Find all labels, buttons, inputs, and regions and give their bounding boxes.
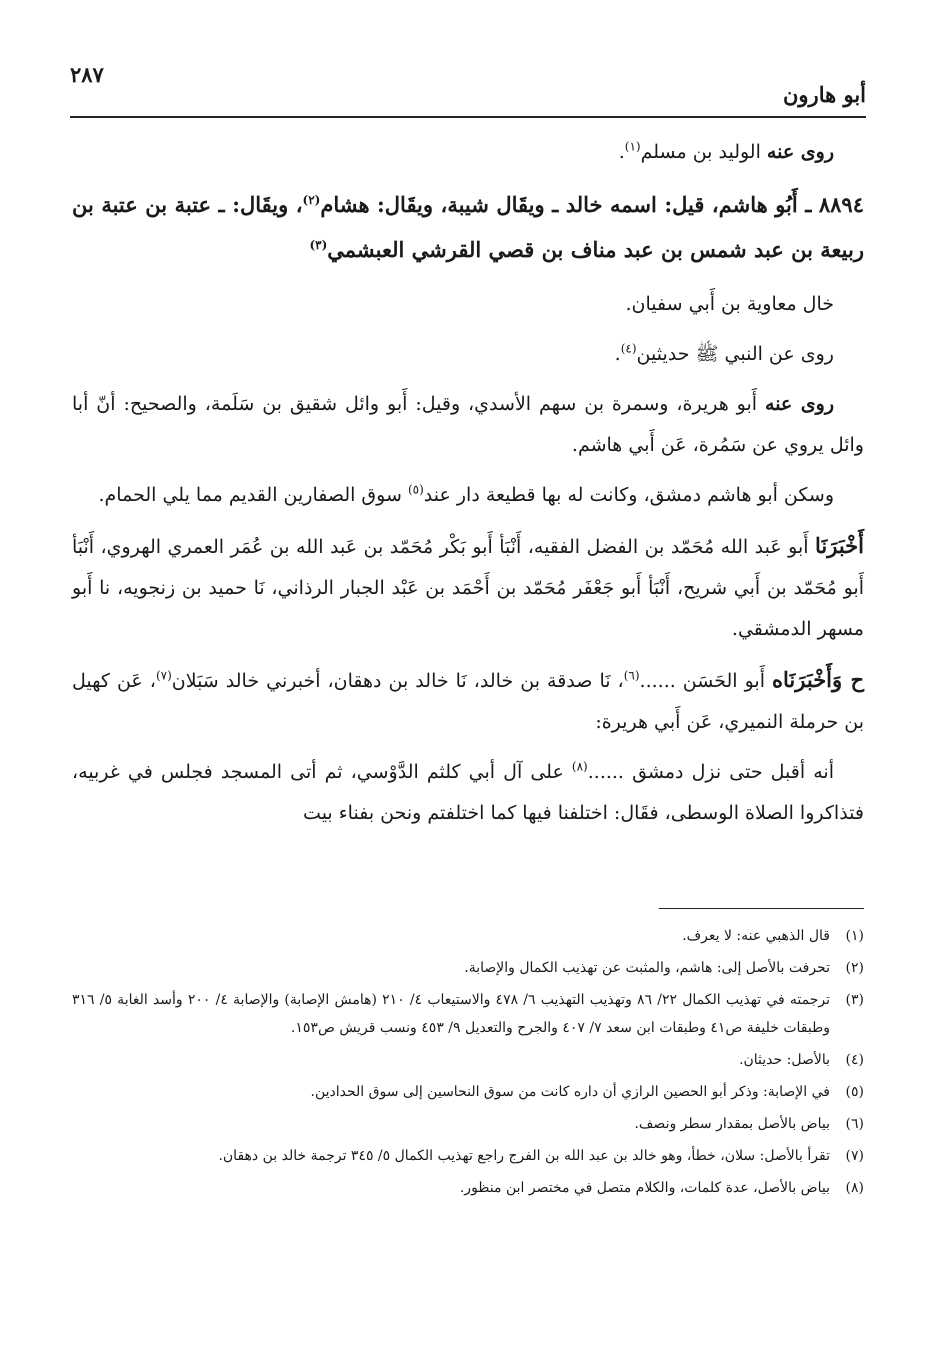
footnote-text: بالأصل: حديثان. <box>739 1052 830 1068</box>
footnote-number: (٥) <box>845 1084 864 1100</box>
footnote-ref: (١) <box>624 139 641 154</box>
paragraph-rawa-an <box>72 334 864 375</box>
footnote-text: بياض بالأصل، عدة كلمات، والكلام متصل في مختصر ابن منظور. <box>459 1180 830 1196</box>
footnote-text: تقرأ بالأصل: سلان، خطأ، وهو خالد بن عبد الله بن الفرج راجع تهذيب الكمال ٥/ ٣٤٥ ترجمة خالد بن دهقان. <box>218 1148 830 1164</box>
footnote-number: (٦) <box>845 1116 864 1132</box>
footnote-number: (٣) <box>845 992 864 1008</box>
footnote-item <box>72 1046 864 1074</box>
paragraph-text: أنه أقبل حتى نزل دمشق ...... <box>587 761 834 783</box>
paragraph-text-cont: على آل أبي كلثم الدَّوْسي، ثم أتى المسجد فجلس في غربيه، فتذاكروا الصلاة الوسطى، فقَال: اختلفنا فيها كما اختلفتم ونحن بفناء بيت <box>72 761 864 824</box>
page-header <box>70 62 866 120</box>
paragraph-hadith <box>72 752 864 834</box>
footnote-ref: (٦) <box>623 668 640 683</box>
footnote-item <box>72 954 864 982</box>
bold-lead: روى عنه <box>766 141 834 163</box>
header-rule <box>70 116 866 118</box>
paragraph-text-cont: سوق الصفارين القديم مما يلي الحمام. <box>98 484 408 506</box>
entry-heading-8894 <box>72 182 864 272</box>
footnote-item <box>72 1110 864 1138</box>
footnote-item <box>72 922 864 950</box>
footnote-item <box>72 1142 864 1170</box>
footnote-ref: (٤) <box>620 341 637 356</box>
footnote-text: قال الذهبي عنه: لا يعرف. <box>682 928 830 944</box>
paragraph-text-cont: ، نَا صدقة بن خالد، نَا خالد بن دهقان، أخبرني خالد سَبَلان <box>171 670 624 692</box>
main-text <box>72 132 864 843</box>
footnote-ref: (٧) <box>155 668 172 683</box>
paragraph-text: أَبو عَبد الله مُحَمّد بن الفضل الفقيه، أَنْبَأ أَبو بَكْر مُحَمّد بن عَبد الله بن عُمَر العمري الهروي، أَنْبَأ أَبو مُحَمّد بن أَبي شريح، أَنْبَأ أَبو جَعْفَر مُحَمّد بن أَحْمَد بن عَبْد الجبار الرذاني، نَا حميد بن زنجويه، نا أَبو مسهر الدمشقي. <box>72 536 864 640</box>
paragraph-text-cont: ، عَن كهيل بن حرملة النميري، عَن أَبي هريرة: <box>72 670 864 733</box>
paragraph-end: . <box>618 141 625 163</box>
paragraph-text: روى عن النبي ﷺ حديثين <box>636 343 834 365</box>
entry-heading-text-cont: ، ويقَال: ـ عتبة بن عتبة بن ربيعة بن عبد شمس بن عبد مناف بن قصي القرشي العبشمي <box>72 192 864 262</box>
paragraph-khal: خال معاوية بن أَبي سفيان. <box>625 293 834 315</box>
page-number: ٢٨٧ <box>70 62 104 87</box>
footnote-ref: (٢) <box>302 193 321 207</box>
footnote-text: ترجمته في تهذيب الكمال ٢٢/ ٨٦ وتهذيب التهذيب ٦/ ٤٧٨ والاستيعاب ٤/ ٢١٠ (هامش الإصابة) والإصابة ٤/ ٢٠٠ وأسد الغابة ٥/ ٣١٦ وطبقات خليفة ص٤١ وطبقات ابن سعد ٧/ ٤٠٧ والجرح والتعديل ٩/ ٤٥٣ ونسب قريش ص١٥٣. <box>72 992 830 1036</box>
footnote-number: (٢) <box>845 960 864 976</box>
footnote-number: (٧) <box>845 1148 864 1164</box>
footnote-text: في الإصابة: وذكر أبو الحصين الرازي أن داره كانت من سوق النحاسين إلى سوق الحدادين. <box>310 1084 830 1100</box>
paragraph-rawa-anhu-2 <box>72 384 864 466</box>
paragraph-isnad-1 <box>72 525 864 650</box>
footnote-number: (٤) <box>845 1052 864 1068</box>
paragraph-rawa-anhu-1 <box>72 132 864 173</box>
entry-heading-text: ٨٨٩٤ ـ أَبُو هاشم، قيل: اسمه خالد ـ ويقَال شيبة، ويقَال: هشام <box>320 192 864 217</box>
paragraph-sakana <box>72 475 864 516</box>
footnote-number: (١) <box>845 928 864 944</box>
paragraph-text: وسكن أبو هاشم دمشق، وكانت له بها قطيعة دار عند <box>423 484 834 506</box>
akhbarana-lead: ح وَأَخْبَرَنَاه <box>772 667 865 692</box>
footnote-rule <box>659 908 864 909</box>
footnote-ref: (٣) <box>309 238 328 252</box>
footnote-ref: (٨) <box>571 759 588 774</box>
running-title: أبو هارون <box>782 82 866 107</box>
footnotes-list <box>72 922 864 1206</box>
footnote-number: (٨) <box>845 1180 864 1196</box>
paragraph-text: أَبو هريرة، وسمرة بن سهم الأسدي، وقيل: أَبو وائل شقيق بن سَلَمة، والصحيح: أنّ أبا وائل يروي عن سَمُرة، عَن أَبي هاشم. <box>72 393 864 456</box>
footnote-item <box>72 986 864 1042</box>
paragraph-text: أَبو الحَسَن ...... <box>639 670 773 692</box>
bold-lead: روى عنه <box>765 393 835 415</box>
footnote-item <box>72 1078 864 1106</box>
akhbarana-lead: أَخْبَرَنَا <box>815 533 864 558</box>
paragraph-isnad-2 <box>72 659 864 743</box>
footnote-text: بياض بالأصل بمقدار سطر ونصف. <box>634 1116 830 1132</box>
paragraph-text: الوليد بن مسلم <box>640 141 767 163</box>
footnote-text: تحرفت بالأصل إلى: هاشم، والمثبت عن تهذيب الكمال والإصابة. <box>464 960 830 976</box>
paragraph-end: . <box>614 343 621 365</box>
footnote-ref: (٥) <box>407 482 424 497</box>
footnote-item <box>72 1174 864 1202</box>
